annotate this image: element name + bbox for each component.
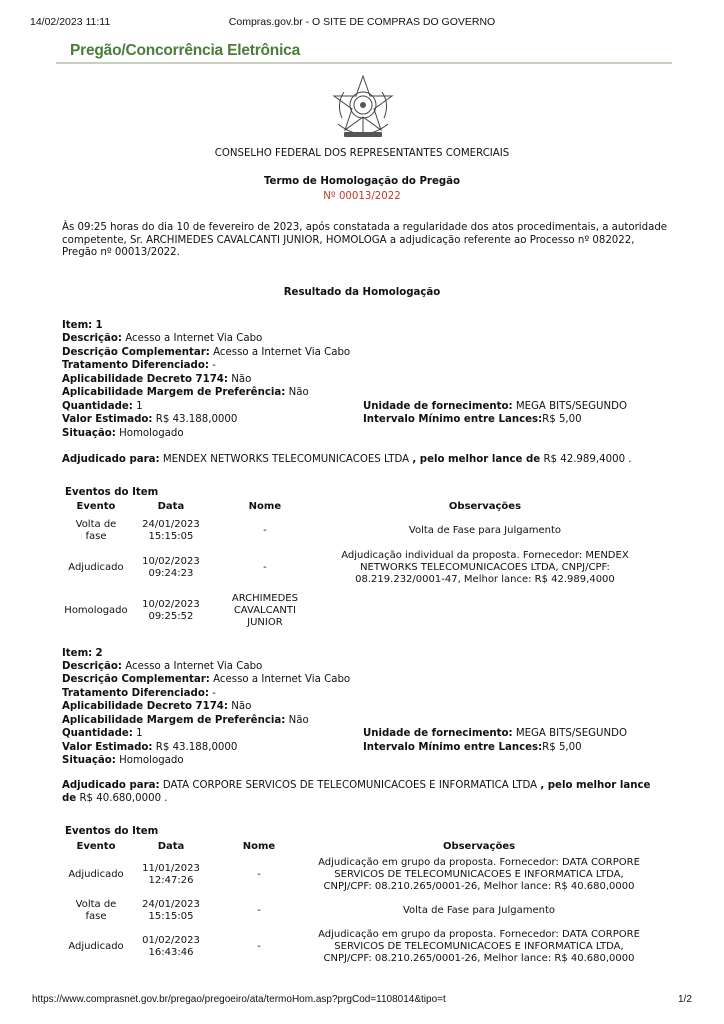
item-unidade: Unidade de fornecimento: MEGA BITS/SEGUNDO (363, 728, 627, 739)
print-url[interactable]: https://www.comprasnet.gov.br/pregao/pregoeiro/ata/termoHom.asp?prgCod=1108014&tipo=t (32, 994, 446, 1005)
print-page-number: 1/2 (678, 994, 692, 1005)
item-trat-dif: Tratamento Diferenciado: - (62, 360, 216, 371)
eventos-header-row (62, 500, 652, 514)
eventos-table (62, 840, 652, 968)
eventos-table (62, 500, 652, 633)
intro-paragraph: Às 09:25 horas do dia 10 de fevereiro de 2023, após constatada a regularidade dos atos procedimentais, a autoridade competente, Sr. ARCHIMEDES CAVALCANTI JUNIOR, HOMOLOGA a adjudicação referente ao Processo nº 082022, Pregão nº 00013/2022. (62, 222, 668, 258)
col-nome: Nome (248, 501, 282, 512)
item-situacao: Situação: Homologado (62, 755, 184, 766)
col-nome: Nome (242, 841, 276, 852)
item-number: Item: 2 (62, 648, 103, 659)
item-situacao: Situação: Homologado (62, 428, 184, 439)
item-trat-dif: Tratamento Diferenciado: - (62, 688, 216, 699)
item-quantidade: Quantidade: 1 (62, 401, 143, 412)
page-banner: Pregão/Concorrência Eletrônica (70, 42, 301, 59)
eventos-title: Eventos do Item (65, 826, 159, 837)
col-obs: Observações (442, 841, 516, 852)
item-quantidade: Quantidade: 1 (62, 728, 143, 739)
table-row: Volta de fase 24/01/2023 15:15:05 - Volta de Fase para Julgamento (75, 518, 561, 542)
print-site-title: Compras.gov.br - O SITE DE COMPRAS DO GOVERNO (228, 16, 496, 28)
org-name: CONSELHO FEDERAL DOS REPRESENTANTES COMERCIAIS (214, 148, 510, 159)
doc-number: Nº 00013/2022 (323, 191, 401, 202)
item-aplic-decreto: Aplicabilidade Decreto 7174: Não (62, 701, 252, 712)
item-number: Item: 1 (62, 320, 103, 331)
table-row: Adjudicado 01/02/2023 16:43:46 - Adjudicação em grupo da proposta. Fornecedor: DATA CORPORE SERVICOS DE TELECOMUNICACOES E INFORMATICA LTDA, CNPJ/CPF: 08.210.265/0001-26, Melhor lance: R$ 40.680,0000 (68, 929, 640, 964)
item-adjudicado-line1: Adjudicado para: DATA CORPORE SERVICOS DE TELECOMUNICACOES E INFORMATICA LTDA , pelo melhor lance (62, 780, 651, 791)
print-datetime: 14/02/2023 11:11 (30, 16, 111, 28)
col-data: Data (157, 501, 185, 512)
doc-title: Termo de Homologação do Pregão (263, 176, 461, 187)
item-adjudicado-line2: de R$ 40.680,0000 . (62, 793, 168, 804)
table-row: Homologado 10/02/2023 09:25:52 ARCHIMEDES CAVALCANTI JUNIOR (64, 593, 298, 628)
table-row: Adjudicado 10/02/2023 09:24:23 - Adjudicação individual da proposta. Fornecedor: MENDEX NETWORKS TELECOMUNICACOES LTDA, CNPJ/CPF: 08.219.232/0001-47, Melhor lance: R$ 42.989,4000 (68, 550, 629, 585)
item-aplic-margem: Aplicabilidade Margem de Preferência: Não (62, 715, 309, 726)
item-descricao: Descrição: Acesso a Internet Via Cabo (62, 661, 263, 672)
item-intervalo: Intervalo Mínimo entre Lances:R$ 5,00 (363, 742, 582, 753)
eventos-title: Eventos do Item (65, 487, 159, 498)
item-intervalo: Intervalo Mínimo entre Lances:R$ 5,00 (363, 414, 582, 425)
item-valor-estimado: Valor Estimado: R$ 43.188,0000 (62, 414, 238, 425)
item-descricao: Descrição: Acesso a Internet Via Cabo (62, 333, 263, 344)
item-adjudicado: Adjudicado para: MENDEX NETWORKS TELECOMUNICACOES LTDA , pelo melhor lance de R$ 42.989,4000 . (62, 454, 632, 465)
eventos-header-row (62, 840, 652, 854)
item-desc-compl: Descrição Complementar: Acesso a Internet Via Cabo (62, 674, 351, 685)
item-unidade: Unidade de fornecimento: MEGA BITS/SEGUNDO (363, 401, 627, 412)
banner-rule (56, 62, 672, 64)
item-aplic-margem: Aplicabilidade Margem de Preferência: Não (62, 387, 309, 398)
table-row: Adjudicado 11/01/2023 12:47:26 - Adjudicação em grupo da proposta. Fornecedor: DATA CORPORE SERVICOS DE TELECOMUNICACOES E INFORMATICA LTDA, CNPJ/CPF: 08.210.265/0001-26, Melhor lance: R$ 40.680,0000 (68, 857, 640, 892)
result-title: Resultado da Homologação (283, 287, 441, 298)
col-evento: Evento (76, 501, 116, 512)
item-desc-compl: Descrição Complementar: Acesso a Internet Via Cabo (62, 347, 351, 358)
item-aplic-decreto: Aplicabilidade Decreto 7174: Não (62, 374, 252, 385)
table-row: Volta de fase 24/01/2023 15:15:05 - Volta de Fase para Julgamento (75, 899, 556, 922)
col-evento: Evento (76, 841, 116, 852)
col-obs: Observações (448, 501, 522, 512)
item-valor-estimado: Valor Estimado: R$ 43.188,0000 (62, 742, 238, 753)
col-data: Data (157, 841, 185, 852)
brazil-coat-of-arms-icon (330, 74, 396, 142)
